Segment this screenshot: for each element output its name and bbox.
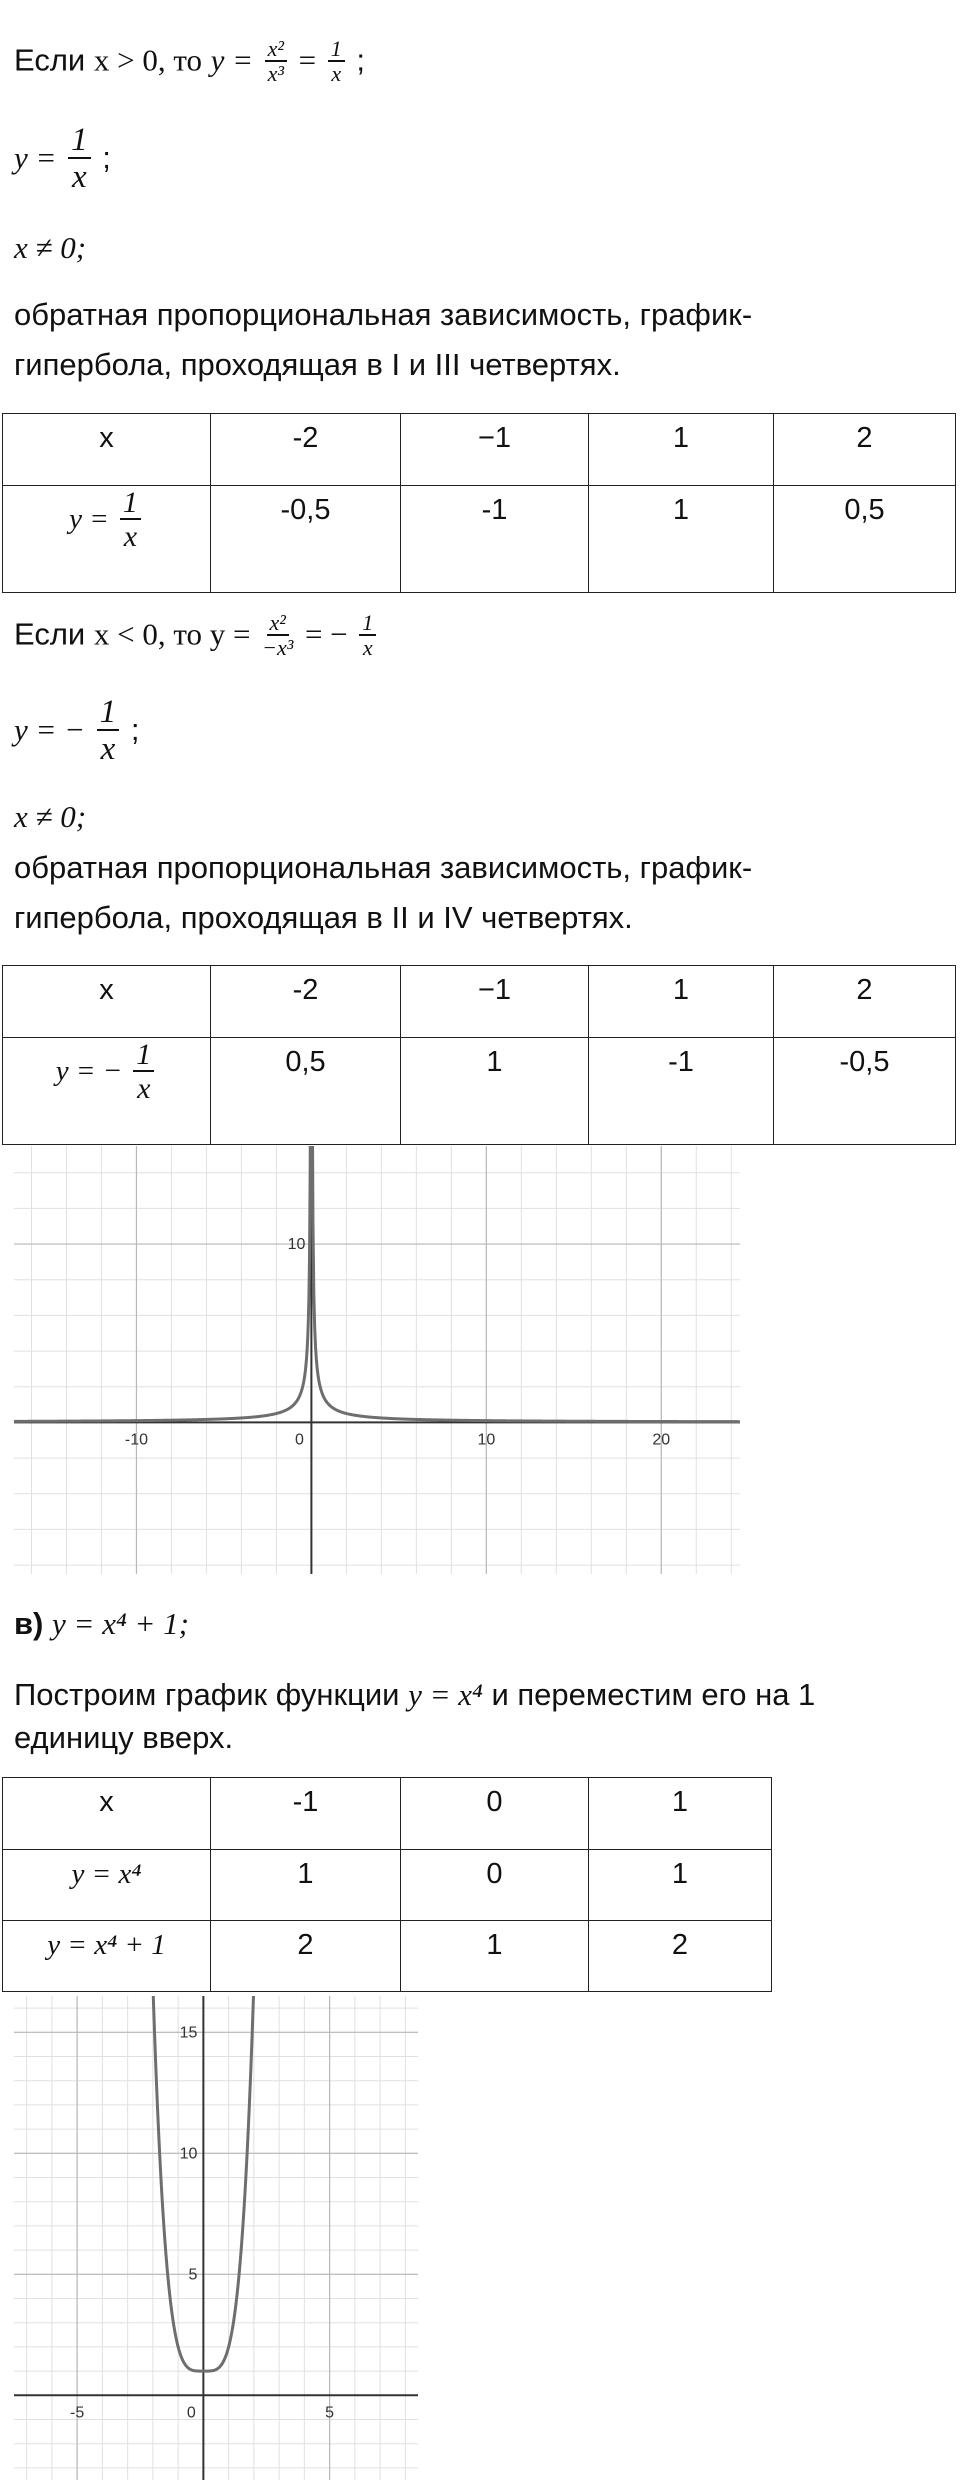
table-pos-value-cell: -0,5 [211, 486, 401, 593]
x-tick-label: 5 [325, 2404, 335, 2422]
table-neg-header-cell: -2 [211, 966, 401, 1038]
part-v-marker: в) [14, 1606, 44, 1641]
table-v-cell: 0 [401, 1850, 589, 1921]
table-v-cell: 1 [211, 1850, 401, 1921]
table-neg-value-cell: 0,5 [211, 1038, 401, 1145]
graph-hyperbola [14, 1146, 740, 1574]
case-pos-fraction-2 [328, 38, 345, 86]
table-v-cell: 1 [589, 1850, 772, 1921]
table-pos-row-label [3, 486, 211, 593]
case-neg-cond: x < 0, то y = [93, 616, 251, 652]
table-v-row [3, 1921, 772, 1992]
x-tick-label: -10 [124, 1431, 149, 1449]
case-pos-cond: x > 0, то [93, 42, 202, 78]
table-neg-header-cell: −1 [401, 966, 589, 1038]
table-pos-header-row [3, 414, 956, 486]
table-v-row-label: y = x⁴ + 1 [3, 1921, 211, 1992]
case-neg-numerator-2: 1 [359, 612, 376, 636]
table-v-row-label: y = x⁴ [3, 1850, 211, 1921]
y-tick-label: 15 [179, 2024, 198, 2042]
table-pos-label-denominator: x [123, 520, 138, 553]
table-neg-header-cell: 1 [589, 966, 774, 1038]
y-tick-label: 5 [188, 2266, 198, 2284]
y-tick-label: 10 [287, 1236, 306, 1254]
desc-pos-line-2: гипербола, проходящая в I и III четвертях. [14, 347, 621, 382]
table-v-row [3, 1850, 772, 1921]
table-neg-header-cell: 2 [774, 966, 956, 1038]
case-pos-y: y = [210, 42, 254, 78]
x-tick-label: 0 [186, 2404, 196, 2422]
table-pos-value-cell: 1 [589, 486, 774, 593]
table-neg-label-numerator: 1 [133, 1040, 154, 1072]
table-neg-value-cell: 1 [401, 1038, 589, 1145]
table-pos-header-cell: 1 [589, 414, 774, 486]
table-neg-header-row [3, 966, 956, 1038]
table-pos-header-cell: x [3, 414, 211, 486]
part-v-text-line-1 [14, 1675, 815, 1715]
case-pos-equals: = [298, 42, 317, 78]
part-v-formula: y = x⁴ + 1; [52, 1606, 189, 1641]
case-pos-fraction [265, 38, 287, 86]
table-pos-label-lhs: y = [69, 503, 109, 536]
domain-neg: x ≠ 0; [14, 799, 87, 834]
table-neg-label-fraction [133, 1040, 154, 1105]
case-neg-fraction-2 [359, 612, 376, 660]
table-v [2, 1777, 772, 1992]
table-v-cell: 1 [401, 1921, 589, 1992]
x-tick-label: 20 [652, 1431, 671, 1449]
case-neg-numerator: x² [267, 612, 289, 636]
x-tick-label: -5 [70, 2404, 85, 2422]
part-v-heading [14, 1604, 189, 1644]
y-tick-label: 10 [179, 2145, 198, 2163]
part-v-text-2: и переместим его на 1 [491, 1677, 816, 1712]
table-pos-value-cell: 0,5 [774, 486, 956, 593]
case-pos-denominator: x³ [267, 61, 285, 86]
table-v-header-cell: 1 [589, 1778, 772, 1850]
table-pos-value-cell: -1 [401, 486, 589, 593]
result-pos-fraction [68, 124, 91, 195]
desc-neg-line-2: гипербола, проходящая в II и IV четвертях. [14, 900, 633, 935]
table-v-header-cell: -1 [211, 1778, 401, 1850]
result-neg-numerator: 1 [97, 696, 120, 731]
domain-pos: x ≠ 0; [14, 230, 87, 265]
case-neg-lead: Если [14, 616, 86, 652]
result-neg-tail: ; [130, 712, 140, 747]
result-pos-denominator: x [71, 159, 87, 196]
result-neg-lhs: y = − [14, 712, 86, 747]
result-pos-line [14, 118, 111, 198]
table-v-header-cell: 0 [401, 1778, 589, 1850]
table-neg-value-cell: -1 [589, 1038, 774, 1145]
series-line [14, 1146, 740, 1422]
table-v-cell: 2 [211, 1921, 401, 1992]
part-v-text-line-2: единицу вверх. [14, 1720, 234, 1755]
case-pos-lead: Если [14, 42, 86, 78]
table-v-header-row [3, 1778, 772, 1850]
x-tick-label: 0 [294, 1431, 304, 1449]
case-pos-tail: ; [356, 42, 366, 78]
result-pos-lhs: y = [14, 140, 57, 175]
part-v-text-1: Построим график функции [14, 1677, 400, 1712]
table-neg-row-label [3, 1038, 211, 1145]
desc-pos-line-1: обратная пропорциональная зависимость, график- [14, 297, 753, 332]
table-pos-header-cell: 2 [774, 414, 956, 486]
result-neg-line [14, 690, 139, 770]
table-pos [2, 413, 956, 593]
case-pos-numerator-2: 1 [328, 38, 345, 62]
result-pos-tail: ; [102, 140, 111, 175]
case-neg-denominator-2: x [362, 635, 373, 660]
table-neg [2, 965, 956, 1145]
table-pos-header-cell: -2 [211, 414, 401, 486]
case-pos-line [14, 38, 365, 86]
table-neg-label-denominator: x [137, 1072, 151, 1105]
case-neg-fraction [262, 612, 293, 660]
table-pos-label-numerator: 1 [120, 488, 141, 520]
case-pos-denominator-2: x [331, 61, 342, 86]
result-pos-numerator: 1 [68, 124, 91, 159]
case-neg-equals: = − [304, 616, 348, 652]
desc-neg-line-1: обратная пропорциональная зависимость, график- [14, 850, 753, 885]
table-neg-header-cell: x [3, 966, 211, 1038]
graph-quartic [14, 1996, 418, 2480]
table-pos-value-row [3, 486, 956, 593]
table-v-header-cell: x [3, 1778, 211, 1850]
case-pos-numerator: x² [265, 38, 287, 62]
result-neg-denominator: x [100, 731, 116, 768]
table-neg-value-row [3, 1038, 956, 1145]
table-pos-header-cell: −1 [401, 414, 589, 486]
x-tick-label: 10 [477, 1431, 496, 1449]
part-v-text-formula: y = x⁴ [408, 1677, 483, 1712]
table-neg-label-lhs: y = − [55, 1055, 123, 1088]
case-neg-line [14, 612, 379, 660]
table-pos-label-fraction [120, 488, 141, 553]
table-neg-value-cell: -0,5 [774, 1038, 956, 1145]
result-neg-fraction [97, 696, 120, 767]
case-neg-denominator: −x³ [262, 635, 294, 660]
table-v-cell: 2 [589, 1921, 772, 1992]
